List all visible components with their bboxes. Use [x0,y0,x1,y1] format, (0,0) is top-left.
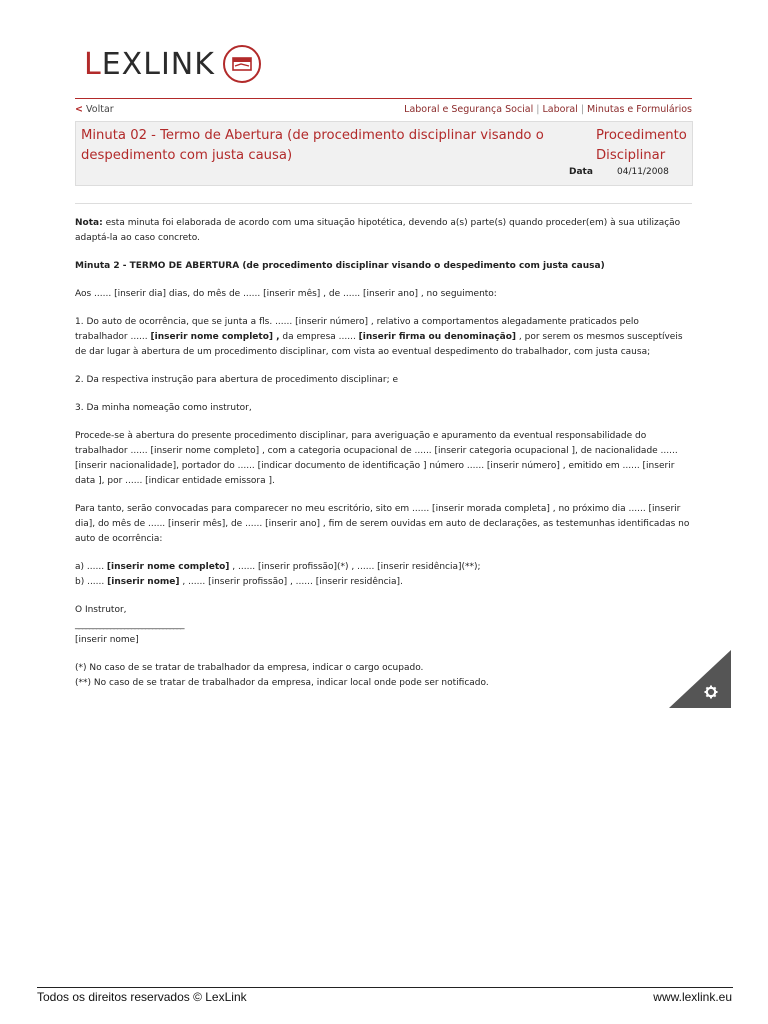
date-value: 04/11/2008 [617,167,669,177]
footer-divider [37,987,733,988]
top-nav [75,104,692,118]
breadcrumb-item[interactable]: Laboral e Segurança Social [404,104,534,115]
instrutor-label: O Instrutor, [75,605,127,615]
gear-icon[interactable] [704,685,718,703]
settings-corner[interactable] [669,650,731,708]
signature-line: _______________________________ [75,620,184,630]
footnote-1: (*) No caso de se tratar de trabalhador da empresa, indicar o cargo ocupado. [75,663,424,673]
paragraph-procede: Procede-se à abertura do presente procedimento disciplinar, para averiguação e apuramento da eventual responsabilidade do trabalhador ...... [inserir nome completo] , com a categoria ocupacional de ...... [inserir categoria ocupacional ], de nacionalidade ...... [inserir nacionalidade], portador do ...... [indicar documento de identificação ] número ...... [inserir número] , emitido em ...... [inserir data ], por ...... [indicar entidade emissora ]. [75,431,678,486]
back-link[interactable]: < Voltar [75,104,114,115]
page-title: Minuta 02 - Termo de Abertura (de procedimento disciplinar visando o despedimento com justa causa) [81,128,544,163]
footnote-2: (**) No caso de se tratar de trabalhador da empresa, indicar local onde pode ser notificado. [75,678,489,688]
chevron-left-icon: < [75,104,83,115]
instrutor-name: [inserir nome] [75,635,139,645]
breadcrumb-item[interactable]: Minutas e Formulários [587,104,692,115]
document-heading: Minuta 2 - TERMO DE ABERTURA (de procedimento disciplinar visando o despedimento com justa causa) [75,261,605,271]
document-header [75,121,693,186]
paragraph-aos: Aos ...... [inserir dia] dias, do mês de ...... [inserir mês] , de ...... [inserir ano] , no seguimento: [75,289,497,299]
website-link[interactable]: www.lexlink.eu [653,990,732,1004]
document-body [75,216,692,691]
note-paragraph: Nota: esta minuta foi elaborada de acordo com uma situação hipotética, devendo a(s) parte(s) quando proceder(em) à sua utilização adaptá-la ao caso concreto. [75,218,681,243]
content-divider [75,203,692,204]
header-divider [75,98,692,99]
lexlink-logo[interactable] [84,44,261,84]
paragraph-2: 2. Da respectiva instrução para abertura de procedimento disciplinar; e [75,375,398,385]
paragraph-tanto: Para tanto, serão convocadas para comparecer no meu escritório, sito em ...... [inserir morada completa] , no próximo dia ...... [inserir dia], do mês de ...... [inserir mês], de ...... [inserir ano] , fim de serem ouvidas em auto de declarações, as testemunhas identificadas no auto de ocorrência: [75,504,690,544]
witness-b: b) ...... [inserir nome] , ...... [inserir profissão] , ...... [inserir residência]. [75,577,403,587]
date-label: Data [569,167,593,177]
copyright-text: Todos os direitos reservados © LexLink [37,990,247,1004]
paragraph-3: 3. Da minha nomeação como instrutor, [75,403,252,413]
lexlink-emblem-icon [223,45,261,83]
logo-text: LEXLINK [84,46,215,82]
paragraph-1: 1. Do auto de ocorrência, que se junta a fls. ...... [inserir número] , relativo a comportamentos alegadamente praticados pelo trabalhador ...... [inserir nome completo] , da empresa ...... [inserir firma ou denominação] , por serem os mesmos susceptíveis de dar lugar à abertura de um procedimento disciplinar, com vista ao eventual despedimento do trabalhador, com justa causa; [75,317,683,357]
breadcrumb-item[interactable]: Laboral [542,104,578,115]
witness-a: a) ...... [inserir nome completo] , ...... [inserir profissão](*) , ...... [inserir residência](**); [75,562,481,572]
document-category: Procedimento Disciplinar [596,128,687,163]
breadcrumb: Laboral e Segurança Social | Laboral | Minutas e Formulários [404,104,692,115]
